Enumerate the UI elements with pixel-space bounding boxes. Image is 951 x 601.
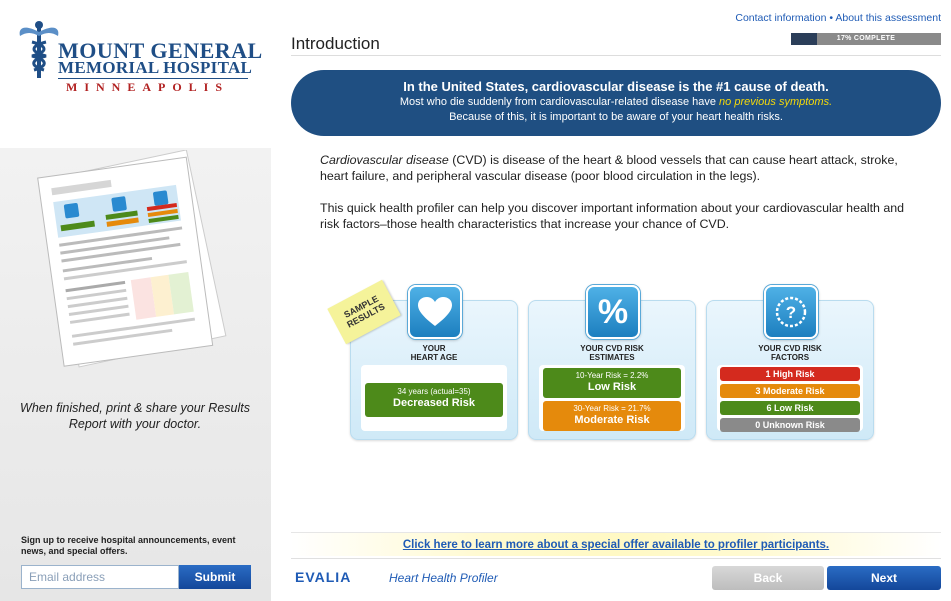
caduceus-icon xyxy=(18,20,60,80)
logo-divider xyxy=(58,78,248,79)
report-caption: When finished, print & share your Results Report with your doctor. xyxy=(20,401,250,431)
percent-icon: % xyxy=(586,285,640,339)
risk-estimates-panel xyxy=(539,365,685,431)
next-button[interactable]: Next xyxy=(827,566,941,590)
banner-headline: In the United States, cardiovascular disease is the #1 cause of death. xyxy=(403,79,829,94)
logo-line-3: MINNEAPOLIS xyxy=(66,80,230,94)
progress-bar xyxy=(791,33,941,45)
email-input[interactable] xyxy=(21,565,179,589)
risk-estimates-card xyxy=(528,292,696,440)
risk-factors-panel xyxy=(717,365,863,431)
ten-year-detail: 10-Year Risk = 2.2% xyxy=(575,371,649,380)
contact-information-link[interactable]: Contact information xyxy=(735,12,827,24)
ten-year-result: Low Risk xyxy=(587,381,637,393)
intro-paragraph-1 xyxy=(320,152,920,184)
about-assessment-link[interactable]: About this assessment xyxy=(835,12,941,24)
heart-age-label xyxy=(351,344,517,362)
back-button[interactable]: Back xyxy=(712,566,824,590)
risk-estimates-label xyxy=(529,344,695,362)
banner-line-2-text: Most who die suddenly from cardiovascular-related disease have xyxy=(399,96,720,108)
cvd-banner xyxy=(291,70,941,136)
heart-age-result-panel xyxy=(361,365,507,431)
banner-highlight: no previous symptoms. xyxy=(719,96,833,108)
signup-text: Sign up to receive hospital announcements, event news, and special offers. xyxy=(21,535,236,556)
svg-text:?: ? xyxy=(785,303,797,322)
risk-factors-label xyxy=(707,344,873,362)
risk-factors-card xyxy=(706,300,874,440)
hospital-logo xyxy=(18,20,263,100)
ten-year-risk xyxy=(543,368,681,398)
submit-button[interactable]: Submit xyxy=(179,565,251,589)
heart-age-label-text: YOUR HEART AGE xyxy=(410,344,458,362)
link-separator: • xyxy=(829,12,834,24)
evalia-logo: EVALIA xyxy=(295,569,352,585)
thirty-year-risk xyxy=(543,401,681,431)
low-risk-count: 6 Low Risk xyxy=(720,401,860,415)
unknown-risk-count: 0 Unknown Risk xyxy=(720,418,860,432)
intro-text xyxy=(320,152,920,248)
product-name: Heart Health Profiler xyxy=(389,571,498,585)
intro-paragraph-1-text: (CVD) is disease of the heart & blood vessels that can cause heart attack, stroke, heart failure, and peripheral vascular disease (poor blood circulation in the legs). xyxy=(320,153,898,183)
heart-age-detail: 34 years (actual=35) xyxy=(397,387,471,396)
thirty-year-detail: 30-Year Risk = 21.7% xyxy=(573,404,651,413)
logo-line-1: MOUNT GENERAL xyxy=(58,38,263,63)
logo-line-2: MEMORIAL HOSPITAL xyxy=(58,58,253,77)
heart-age-result-text: Decreased Risk xyxy=(393,397,475,409)
high-risk-count: 1 High Risk xyxy=(720,367,860,381)
risk-factors-label-text: YOUR CVD RISK FACTORS xyxy=(758,344,822,362)
title-divider xyxy=(291,55,941,56)
heart-age-result xyxy=(365,383,503,417)
sidebar xyxy=(0,0,271,601)
thirty-year-result: Moderate Risk xyxy=(574,414,650,426)
heart-icon xyxy=(408,285,462,339)
page-title: Introduction xyxy=(291,34,380,53)
banner-line-3: Because of this, it is important to be aware of your heart health risks. xyxy=(449,111,783,123)
results-report-illustration xyxy=(20,150,240,370)
sample-results-text: SAMPLE RESULTS xyxy=(342,293,387,330)
intro-paragraph-2: This quick health profiler can help you discover important information about your cardiovascular health and risk factors–those health characteristics that increase your chance of CVD. xyxy=(320,201,905,231)
top-links xyxy=(735,12,941,24)
risk-estimates-label-text: YOUR CVD RISK ESTIMATES xyxy=(580,344,644,362)
progress-label: 17% COMPLETE xyxy=(836,35,896,42)
banner-line-2 xyxy=(291,95,941,110)
question-icon xyxy=(764,285,818,339)
footer-divider xyxy=(291,558,941,559)
special-offer-link[interactable]: Click here to learn more about a special offer available to profiler participants. xyxy=(291,532,941,556)
cvd-term: Cardiovascular disease xyxy=(320,153,449,167)
moderate-risk-count: 3 Moderate Risk xyxy=(720,384,860,398)
